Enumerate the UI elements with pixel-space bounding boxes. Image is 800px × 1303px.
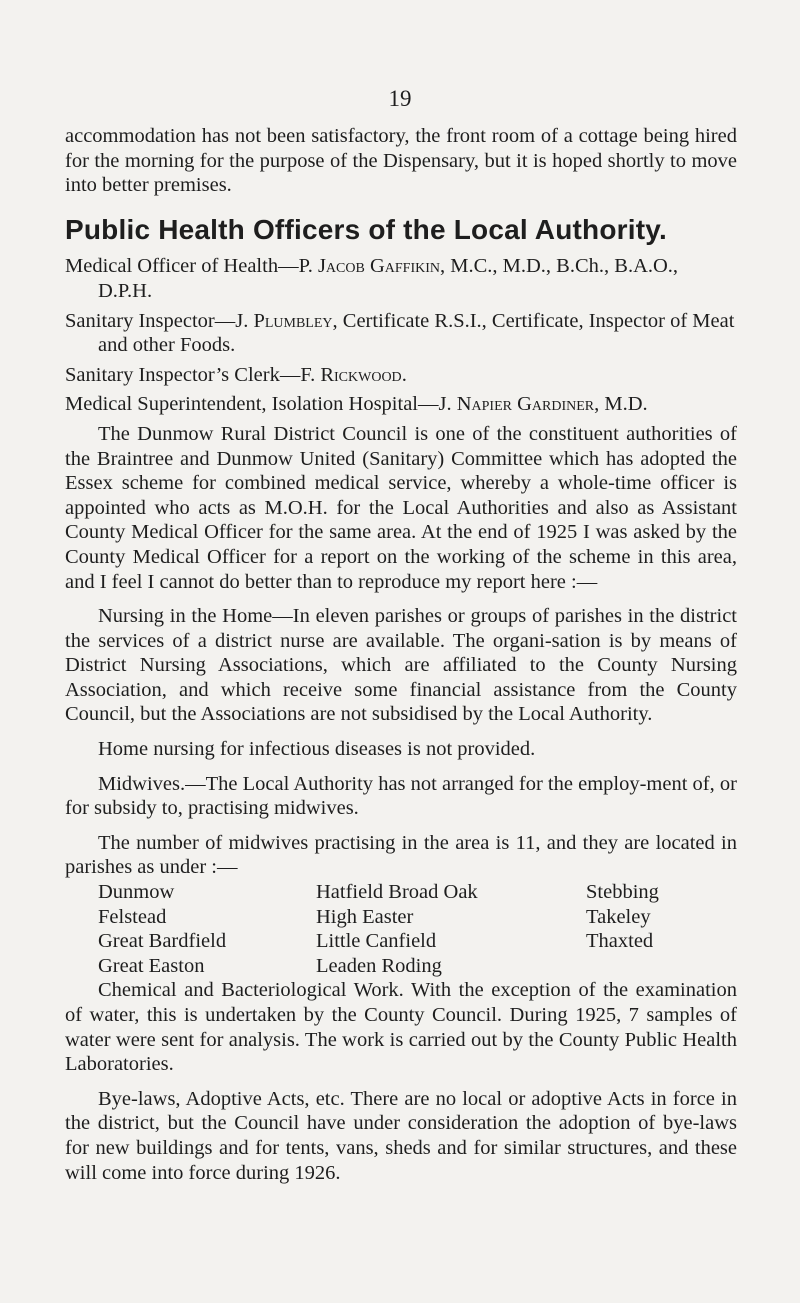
officer-entry [65,392,737,417]
officer-role: Medical Officer of Health—P. [65,255,318,278]
section-heading: Public Health Officers of the Local Authority. [65,213,667,245]
officer-name: Plumbley [253,309,333,332]
parish-name: Hatfield Broad Oak [316,881,478,904]
parish-name: Leaden Roding [316,954,442,977]
parish-name: Great Bardfield [98,930,227,953]
parish-name [586,954,736,979]
officer-entry [65,363,737,388]
parish-name: Takeley [586,905,651,928]
officer-name: Rickwood [320,363,402,386]
parish-name: High Easter [316,905,414,928]
officer-name: Napier Gardiner [456,393,595,416]
parish-name: Felstead [98,905,167,928]
page-number: 19 [388,86,412,111]
chemical-paragraph: Chemical and Bacteriological Work. With the exception of the examination of water, this is undertaken by the County Council. During 1925, 7 samples of water were sent for analysis. The work is carried out by the County Public Health Laboratories. [65,979,737,1076]
scheme-paragraph: The Dunmow Rural District Council is one of the constituent authorities of the Braintree and Dunmow United (Sanitary) Committee which has adopted the Essex scheme for combined medical service, whereby a whole-time officer is appointed who acts as M.O.H. for the Local Authorities and also as Assistant County Medical Officer for the same area. At the end of 1925 I was asked by the County Medical Officer for a report on the working of the scheme in this area, and I feel I cannot do better than to reproduce my report here :— [65,422,737,593]
officer-role: Medical Superintendent, Isolation Hospital—J. [65,393,457,416]
parish-name: Little Canfield [316,930,437,953]
parish-name: Dunmow [98,881,175,904]
officer-quals: , M.D. [594,393,648,416]
officer-quals: , Certificate R.S.I., Certificate, Inspector of Meat and other Foods. [98,309,735,357]
officer-role: Sanitary Inspector—J. [65,309,254,332]
officer-name: Jacob Gaffikin [317,255,440,278]
officer-entry [65,309,737,358]
nursing-paragraph: Nursing in the Home—In eleven parishes or groups of parishes in the district the services of a district nurse are available. The organi-sation is by means of District Nursing Associations, which are affiliated to the County Nursing Association, and which receive some financial assistance from the County Council, but the Associations are not subsidised by the Local Authority. [65,605,737,726]
parish-name: Thaxted [586,930,654,953]
home-nursing-paragraph: Home nursing for infectious diseases is not provided. [98,738,536,761]
midwives-paragraph: Midwives.—The Local Authority has not arranged for the employ-ment of, or for subsidy to, practising midwives. [65,772,737,820]
officer-entry [65,254,737,303]
parish-list [98,880,737,978]
midwives-number-paragraph: The number of midwives practising in the area is 11, and they are located in parishes as under :— [65,831,737,879]
officer-quals: . [401,363,407,386]
parish-name: Stebbing [586,881,659,904]
officer-role: Sanitary Inspector’s Clerk—F. [65,363,321,386]
parish-name: Great Easton [98,954,205,977]
officer-quals: , M.C., M.D., B.Ch., B.A.O., D.P.H. [98,255,679,302]
page-body [65,124,737,1185]
intro-paragraph: accommodation has not been satisfactory, the front room of a cottage being hired for the morning for the purpose of the Dispensary, but it is hoped shortly to move into better premises. [65,125,737,197]
byelaws-paragraph: Bye-laws, Adoptive Acts, etc. There are no local or adoptive Acts in force in the district, but the Council have under consideration the adoption of bye-laws for new buildings and for tents, vans, sheds and for similar structures, and these will come into force during 1926. [65,1087,737,1184]
